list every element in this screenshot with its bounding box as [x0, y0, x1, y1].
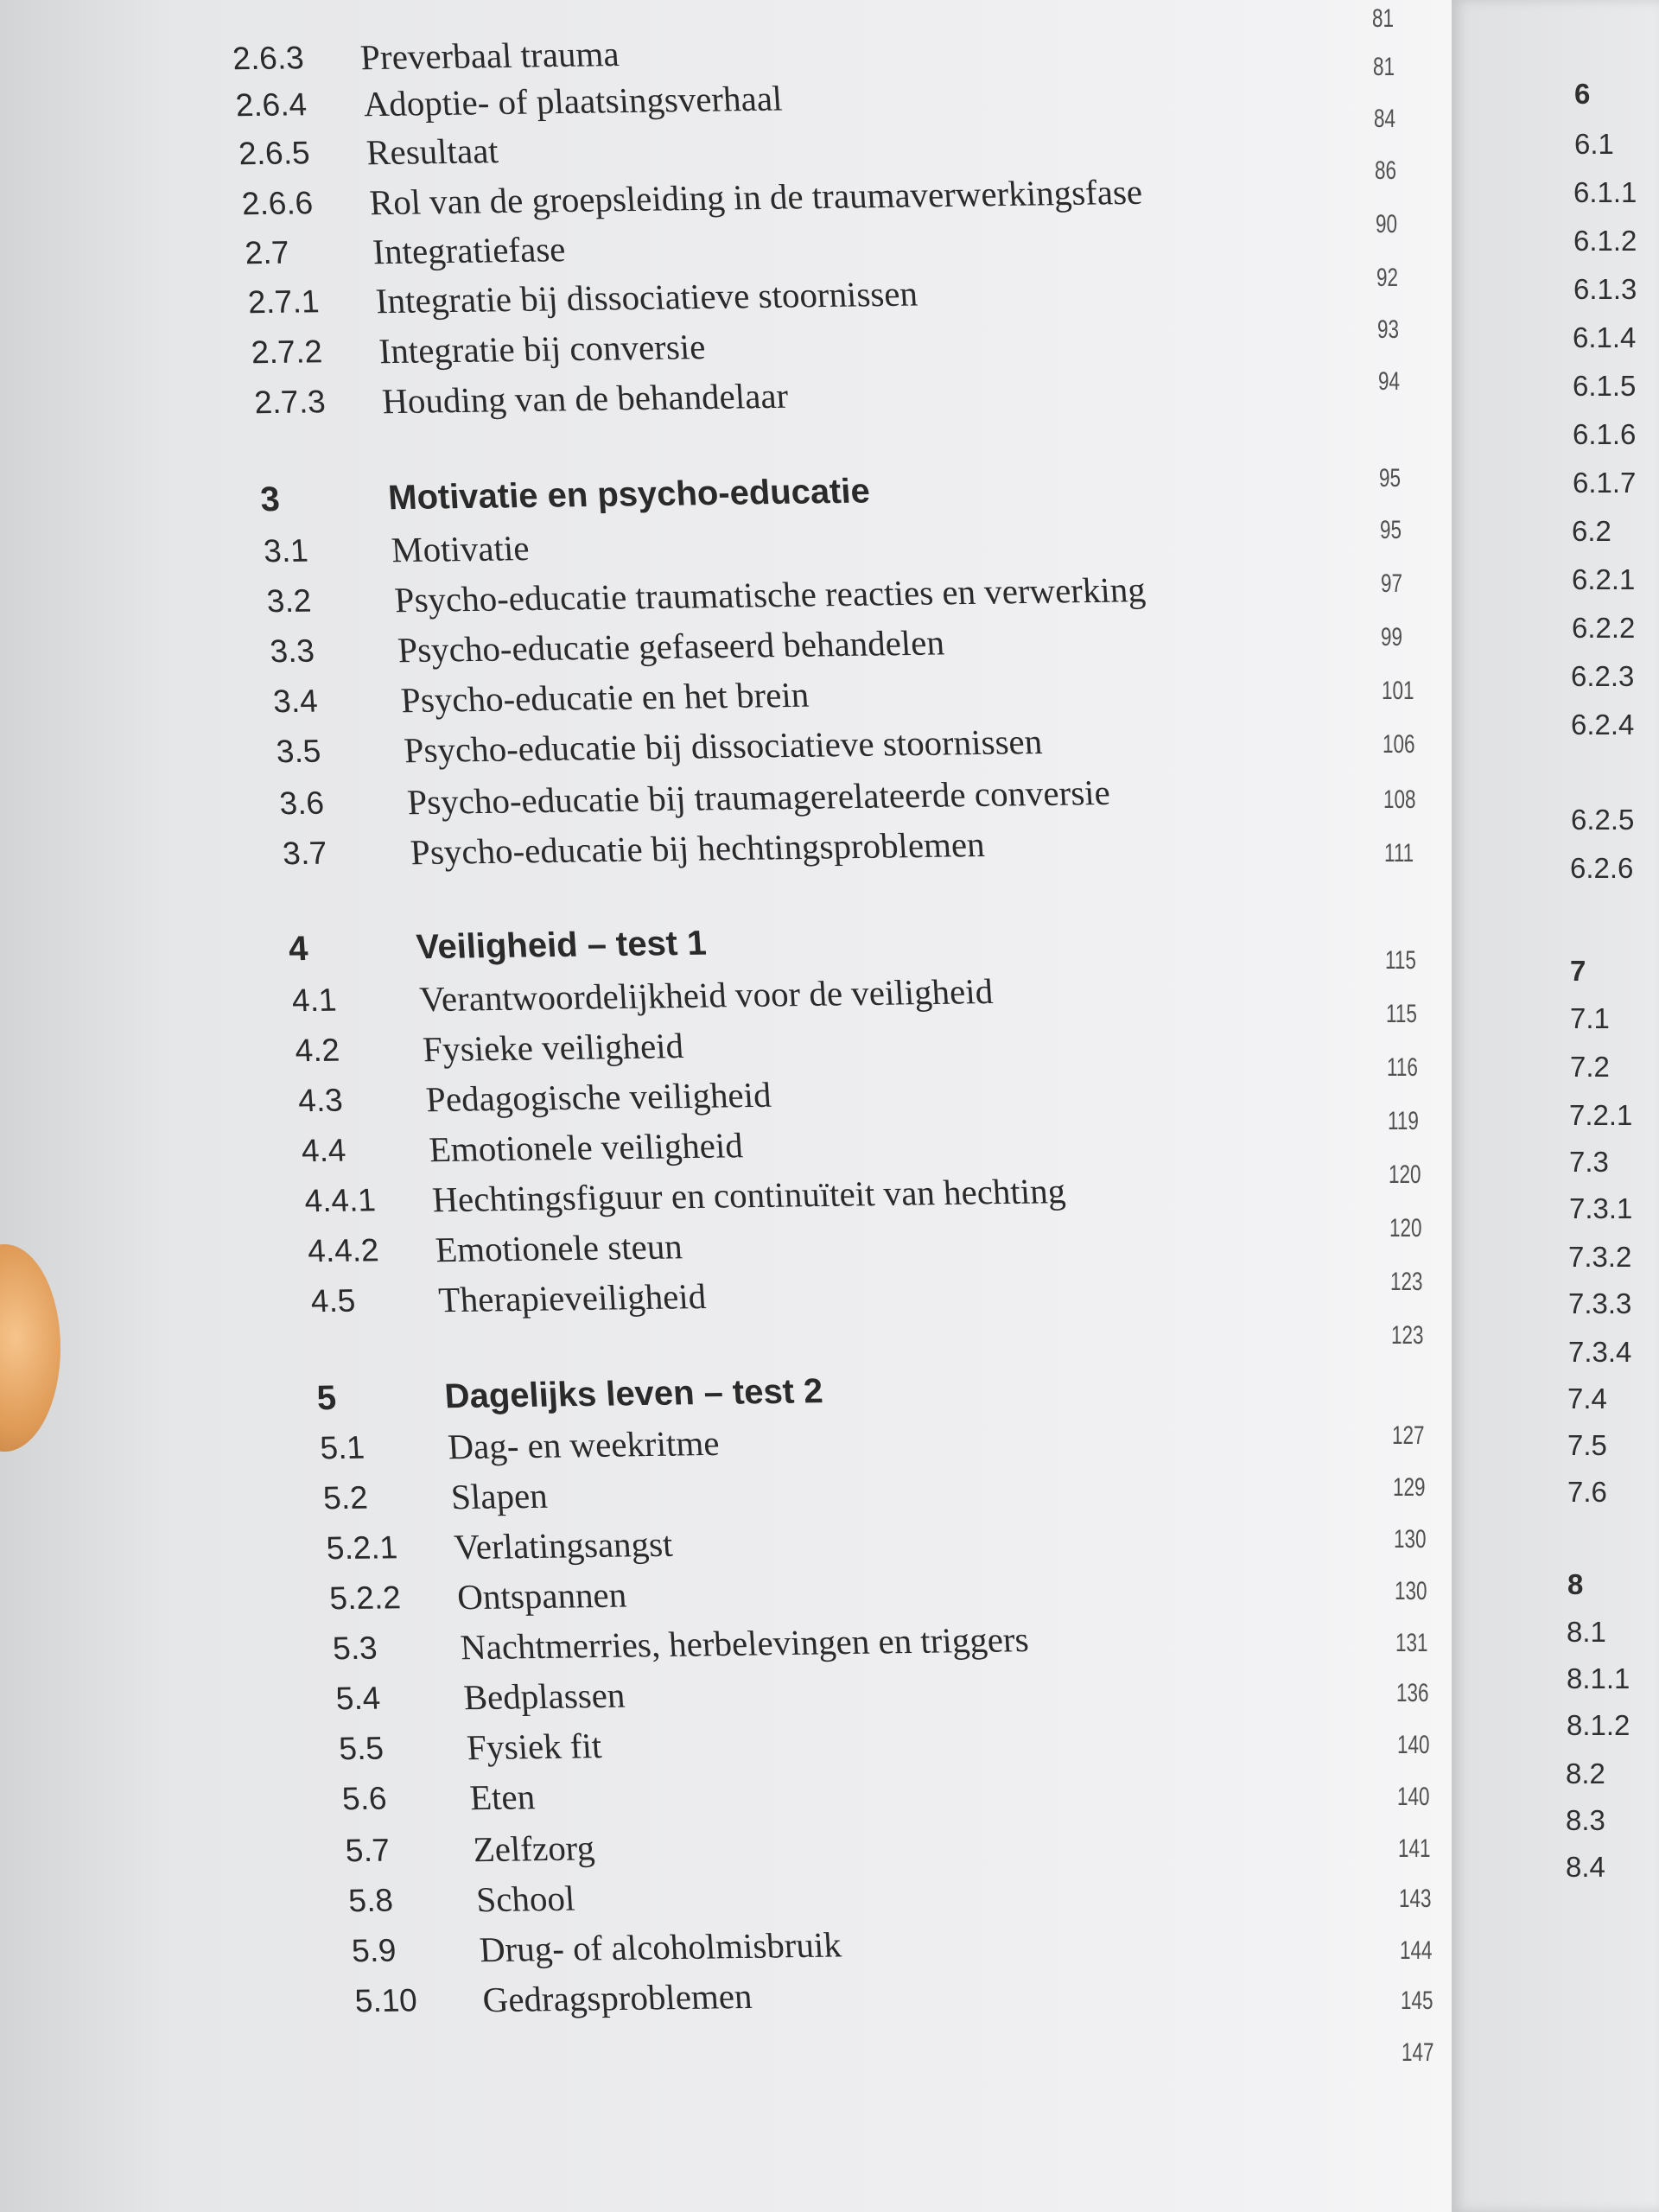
right-page-section-number: 6.2.4	[1571, 709, 1635, 741]
toc-page-number: 86	[1375, 156, 1397, 185]
toc-section-title: Drug- of alcoholmisbruik	[478, 1924, 843, 1970]
toc-section-title: Dagelijks leven – test 2	[443, 1372, 824, 1416]
toc-section-title: Integratiefase	[371, 229, 567, 272]
toc-section-number: 3.4	[271, 683, 319, 720]
toc-page-number: 131	[1395, 1629, 1428, 1657]
toc-section-title: Preverbaal trauma	[359, 34, 620, 78]
toc-page-number: 106	[1382, 730, 1415, 759]
right-page-section-number: 8.1.1	[1567, 1662, 1630, 1694]
toc-section-title: Bedplassen	[462, 1675, 626, 1718]
toc-page-number: 97	[1381, 569, 1403, 598]
right-page-section-number: 7.3.1	[1569, 1192, 1633, 1224]
toc-section-number: 3.6	[278, 785, 326, 822]
toc-section-number: 5.3	[331, 1630, 378, 1667]
toc-page-number: 127	[1392, 1421, 1425, 1450]
toc-section-number: 3.7	[281, 835, 328, 872]
toc-page-number: 123	[1391, 1321, 1424, 1350]
right-page-section-number: 7.3	[1569, 1146, 1609, 1178]
toc-section-title: Emotionele steun	[434, 1226, 683, 1270]
toc-page-number: 95	[1379, 464, 1402, 493]
toc-section-number: 5.5	[338, 1730, 385, 1767]
toc-section-number: 5.2.2	[328, 1580, 402, 1617]
toc-section-title: Psycho-educatie bij traumagerelateerde conversie	[405, 772, 1112, 823]
right-page-section-number: 6.1.5	[1573, 370, 1637, 402]
toc-page-number: 140	[1397, 1731, 1430, 1759]
toc-section-number: 4.2	[294, 1032, 341, 1069]
toc-section-title: Fysieke veiligheid	[421, 1026, 685, 1070]
toc-page-number: 143	[1399, 1885, 1432, 1913]
book-page-right	[1452, 0, 1659, 2212]
right-page-section-number: 6.1.1	[1573, 176, 1637, 208]
toc-section-number: 3.3	[269, 632, 316, 670]
toc-section-number: 4.4.1	[303, 1182, 377, 1219]
toc-page-number: 92	[1376, 264, 1399, 292]
right-page-section-number: 7.2	[1570, 1051, 1610, 1083]
toc-page-number: 81	[1372, 4, 1395, 33]
right-page-section-number: 7.2.1	[1569, 1099, 1633, 1131]
toc-section-title: Verantwoordelijkheid voor de veiligheid	[418, 970, 995, 1020]
toc-section-title: Pedagogische veiligheid	[424, 1074, 772, 1120]
right-page-section-number: 6.2	[1572, 515, 1611, 547]
toc-section-number: 5.2	[321, 1479, 369, 1516]
toc-section-title: Hechtingsfiguur en continuïteit van hechting	[430, 1170, 1067, 1220]
toc-section-number: 4	[287, 929, 309, 969]
toc-page-number: 81	[1373, 53, 1395, 81]
toc-section-number: 4.3	[296, 1082, 344, 1119]
right-page-section-number: 8.4	[1566, 1851, 1605, 1883]
toc-page-number: 123	[1390, 1268, 1423, 1296]
toc-section-title: Nachtmerries, herbelevingen en triggers	[459, 1619, 1030, 1668]
right-page-section-number: 8.2	[1566, 1758, 1605, 1789]
toc-section-title: Psycho-educatie en het brein	[399, 674, 810, 721]
toc-section-number: 2.7.3	[253, 384, 327, 421]
toc-section-title: Slapen	[449, 1475, 549, 1517]
right-page-section-number: 7.1	[1570, 1002, 1610, 1034]
toc-section-number: 5.9	[350, 1932, 397, 1969]
right-page-section-number: 8.3	[1566, 1804, 1605, 1836]
right-page-section-number: 7.6	[1567, 1476, 1607, 1508]
toc-section-title: Psycho-educatie gefaseerd behandelen	[396, 622, 946, 671]
right-page-section-number: 7.5	[1567, 1429, 1607, 1461]
right-page-section-number: 6.2.6	[1570, 852, 1634, 884]
toc-page-number: 111	[1384, 839, 1414, 868]
toc-section-number: 5	[315, 1378, 338, 1418]
toc-section-title: Integratie bij dissociatieve stoornissen	[374, 273, 919, 321]
right-page-chapter-number: 8	[1567, 1568, 1584, 1600]
right-page-section-number: 7.4	[1567, 1382, 1607, 1414]
toc-section-title: Zelfzorg	[472, 1827, 596, 1870]
toc-section-title: Motivatie en psycho-educatie	[386, 472, 872, 518]
toc-section-number: 2.7	[244, 234, 291, 271]
toc-page-number: 145	[1401, 1986, 1433, 2015]
toc-section-number: 4.4.2	[306, 1232, 380, 1269]
right-page-section-number: 6.2.1	[1572, 563, 1636, 595]
toc-page-number: 130	[1395, 1577, 1427, 1605]
right-page-chapter-number: 6	[1574, 78, 1591, 110]
right-page-section-numbers	[1452, 0, 1659, 2212]
right-page-section-number: 6.1.7	[1573, 467, 1637, 499]
toc-section-number: 5.6	[340, 1780, 388, 1817]
right-page-section-number: 6.2.2	[1572, 612, 1636, 644]
toc-section-number: 2.6.3	[231, 40, 305, 77]
toc-section-number: 3.1	[262, 532, 309, 569]
toc-section-title: Gedragsproblemen	[481, 1975, 753, 2020]
toc-section-title: Motivatie	[390, 528, 531, 570]
toc-section-number: 2.6.6	[240, 185, 315, 222]
toc-section-number: 2.6.5	[237, 135, 311, 172]
right-page-section-number: 7.3.2	[1568, 1241, 1632, 1273]
toc-section-number: 4.5	[309, 1282, 357, 1319]
toc-section-number: 5.8	[347, 1882, 395, 1919]
toc-page-number: 116	[1387, 1053, 1418, 1082]
toc-section-number: 3.2	[265, 582, 313, 620]
toc-section-title: Verlatingsangst	[453, 1523, 674, 1567]
right-page-section-number: 7.3.4	[1568, 1336, 1632, 1368]
toc-page-number: 115	[1385, 946, 1416, 975]
toc-section-number: 5.2.1	[325, 1529, 399, 1567]
toc-page-number: 101	[1382, 677, 1414, 705]
toc-section-number: 4.1	[290, 982, 338, 1019]
toc-page-number: 94	[1378, 367, 1401, 396]
toc-section-number: 2.7.2	[250, 334, 324, 371]
toc-page-number: 99	[1381, 623, 1403, 652]
toc-page-number: 144	[1400, 1936, 1433, 1965]
right-page-section-number: 6.1.4	[1573, 321, 1637, 353]
toc-page-number: 90	[1376, 210, 1398, 238]
toc-section-number: 2.7.1	[246, 283, 321, 321]
right-page-section-number: 8.1	[1567, 1616, 1606, 1648]
toc-section-title: Psycho-educatie bij hechtingsproblemen	[409, 823, 986, 873]
toc-page-number: 120	[1389, 1160, 1421, 1189]
toc-section-title: Resultaat	[365, 130, 499, 173]
right-page-section-number: 8.1.2	[1567, 1709, 1630, 1741]
toc-section-title: Eten	[468, 1777, 537, 1818]
toc-section-title: Emotionele veiligheid	[428, 1125, 745, 1170]
toc-section-title: Dag- en weekritme	[446, 1422, 721, 1467]
toc-page-number: 108	[1383, 785, 1416, 814]
toc-section-number: 3	[258, 480, 281, 519]
toc-page-number: 84	[1374, 105, 1396, 133]
toc-page-number: 136	[1396, 1679, 1429, 1707]
right-page-section-number: 6.1	[1574, 128, 1614, 160]
toc-section-number: 2.6.4	[234, 86, 308, 124]
toc-section-number: 4.4	[300, 1132, 347, 1169]
toc-page-number: 140	[1397, 1783, 1430, 1811]
toc-section-title: Psycho-educatie traumatische reacties en verwerking	[393, 569, 1147, 620]
toc-section-title: Adoptie- of plaatsingsverhaal	[362, 78, 784, 124]
toc-section-title: Therapieveiligheid	[437, 1275, 708, 1320]
toc-section-title: Veiligheid – test 1	[415, 924, 708, 967]
toc-page-number: 147	[1402, 2038, 1434, 2067]
toc-section-number: 5.4	[334, 1680, 382, 1717]
right-page-section-number: 6.1.2	[1573, 225, 1637, 257]
toc-page-number: 115	[1386, 1000, 1417, 1028]
toc-page-number: 93	[1377, 315, 1400, 344]
toc-section-title: Rol van de groepsleiding in de traumaverwerkingsfase	[368, 171, 1144, 223]
toc-section-title: Psycho-educatie bij dissociatieve stoornissen	[403, 721, 1044, 771]
toc-page-number: 141	[1398, 1834, 1431, 1863]
toc-section-number: 5.7	[344, 1832, 391, 1869]
toc-section-number: 3.5	[275, 733, 322, 770]
toc-page-number: 120	[1389, 1214, 1422, 1243]
toc-page-number: 129	[1393, 1473, 1426, 1502]
right-page-section-number: 6.2.5	[1571, 804, 1635, 836]
toc-section-title: Fysiek fit	[465, 1726, 603, 1768]
toc-section-title: School	[474, 1878, 576, 1920]
right-page-section-number: 6.2.3	[1571, 660, 1635, 692]
toc-page-number: 119	[1388, 1107, 1419, 1135]
right-page-chapter-number: 7	[1570, 955, 1586, 987]
toc-page-number: 130	[1394, 1525, 1427, 1554]
toc-section-number: 5.10	[353, 1982, 418, 2019]
toc-page-number: 95	[1380, 516, 1402, 544]
toc-section-title: Integratie bij conversie	[378, 326, 707, 372]
toc-section-title: Ontspannen	[455, 1574, 628, 1618]
toc-section-title: Houding van de behandelaar	[380, 375, 790, 422]
right-page-section-number: 6.1.3	[1573, 273, 1637, 305]
toc-section-number: 5.1	[319, 1429, 366, 1466]
right-page-section-number: 6.1.6	[1573, 418, 1637, 450]
right-page-section-number: 7.3.3	[1568, 1287, 1632, 1319]
